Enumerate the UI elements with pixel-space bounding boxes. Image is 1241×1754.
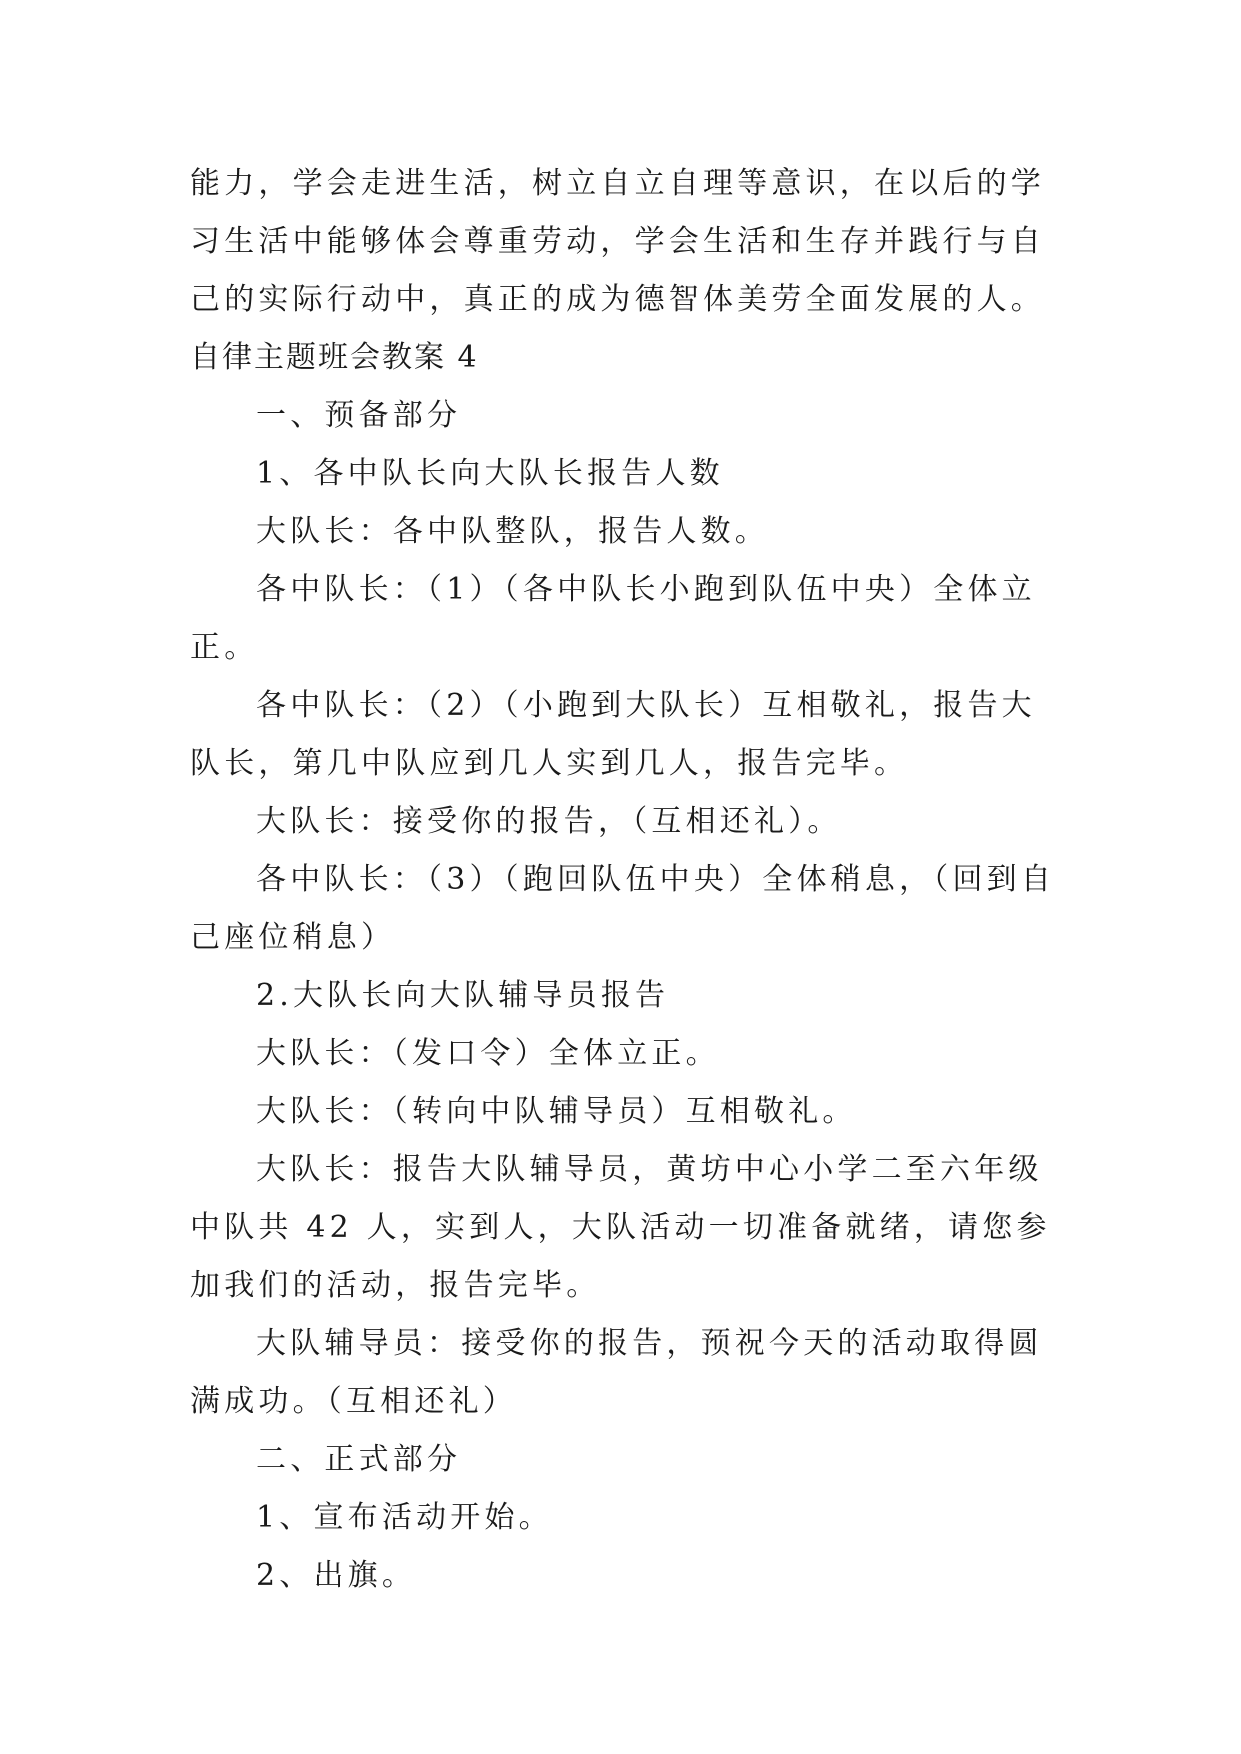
dialogue-line: 大队长：报告大队辅导员，黄坊中心小学二至六年级中队共 42 人，实到人，大队活动一切准备就绪，请您参加我们的活动，报告完毕。 [190, 1152, 1051, 1303]
dialogue-line: 大队长：（转向中队辅导员）互相敬礼。 [256, 1094, 857, 1129]
section-heading-formal: 二、正式部分 [256, 1442, 462, 1477]
section-title: 自律主题班会教案 4 [190, 340, 479, 375]
dialogue-line: 各中队长：（1）（各中队长小跑到队伍中央）全体立正。 [190, 572, 1036, 665]
dialogue-line: 各中队长：（2）（小跑到大队长）互相敬礼，报告大队长，第几中队应到几人实到几人，报告完毕。 [190, 688, 1036, 781]
step-heading: 2、出旗。 [256, 1558, 417, 1593]
document-body [190, 155, 1060, 1605]
section-heading-preparation: 一、预备部分 [256, 398, 462, 433]
dialogue-line: 大队长：接受你的报告，（互相还礼）。 [256, 804, 842, 839]
step-heading: 1、宣布活动开始。 [256, 1500, 553, 1535]
paragraph-continuation: 能力，学会走进生活，树立自立自理等意识，在以后的学习生活中能够体会尊重劳动，学会生活和生存并践行与自己的实际行动中，真正的成为德智体美劳全面发展的人。 [190, 166, 1045, 317]
dialogue-line: 大队辅导员：接受你的报告，预祝今天的活动取得圆满成功。（互相还礼） [190, 1326, 1043, 1419]
dialogue-line: 各中队长：（3）（跑回队伍中央）全体稍息，（回到自己座位稍息） [190, 862, 1056, 955]
step-heading: 2.大队长向大队辅导员报告 [256, 978, 670, 1013]
step-heading: 1、各中队长向大队长报告人数 [256, 456, 724, 491]
dialogue-line: 大队长：（发口令）全体立正。 [256, 1036, 720, 1071]
dialogue-line: 大队长：各中队整队，报告人数。 [256, 514, 769, 549]
